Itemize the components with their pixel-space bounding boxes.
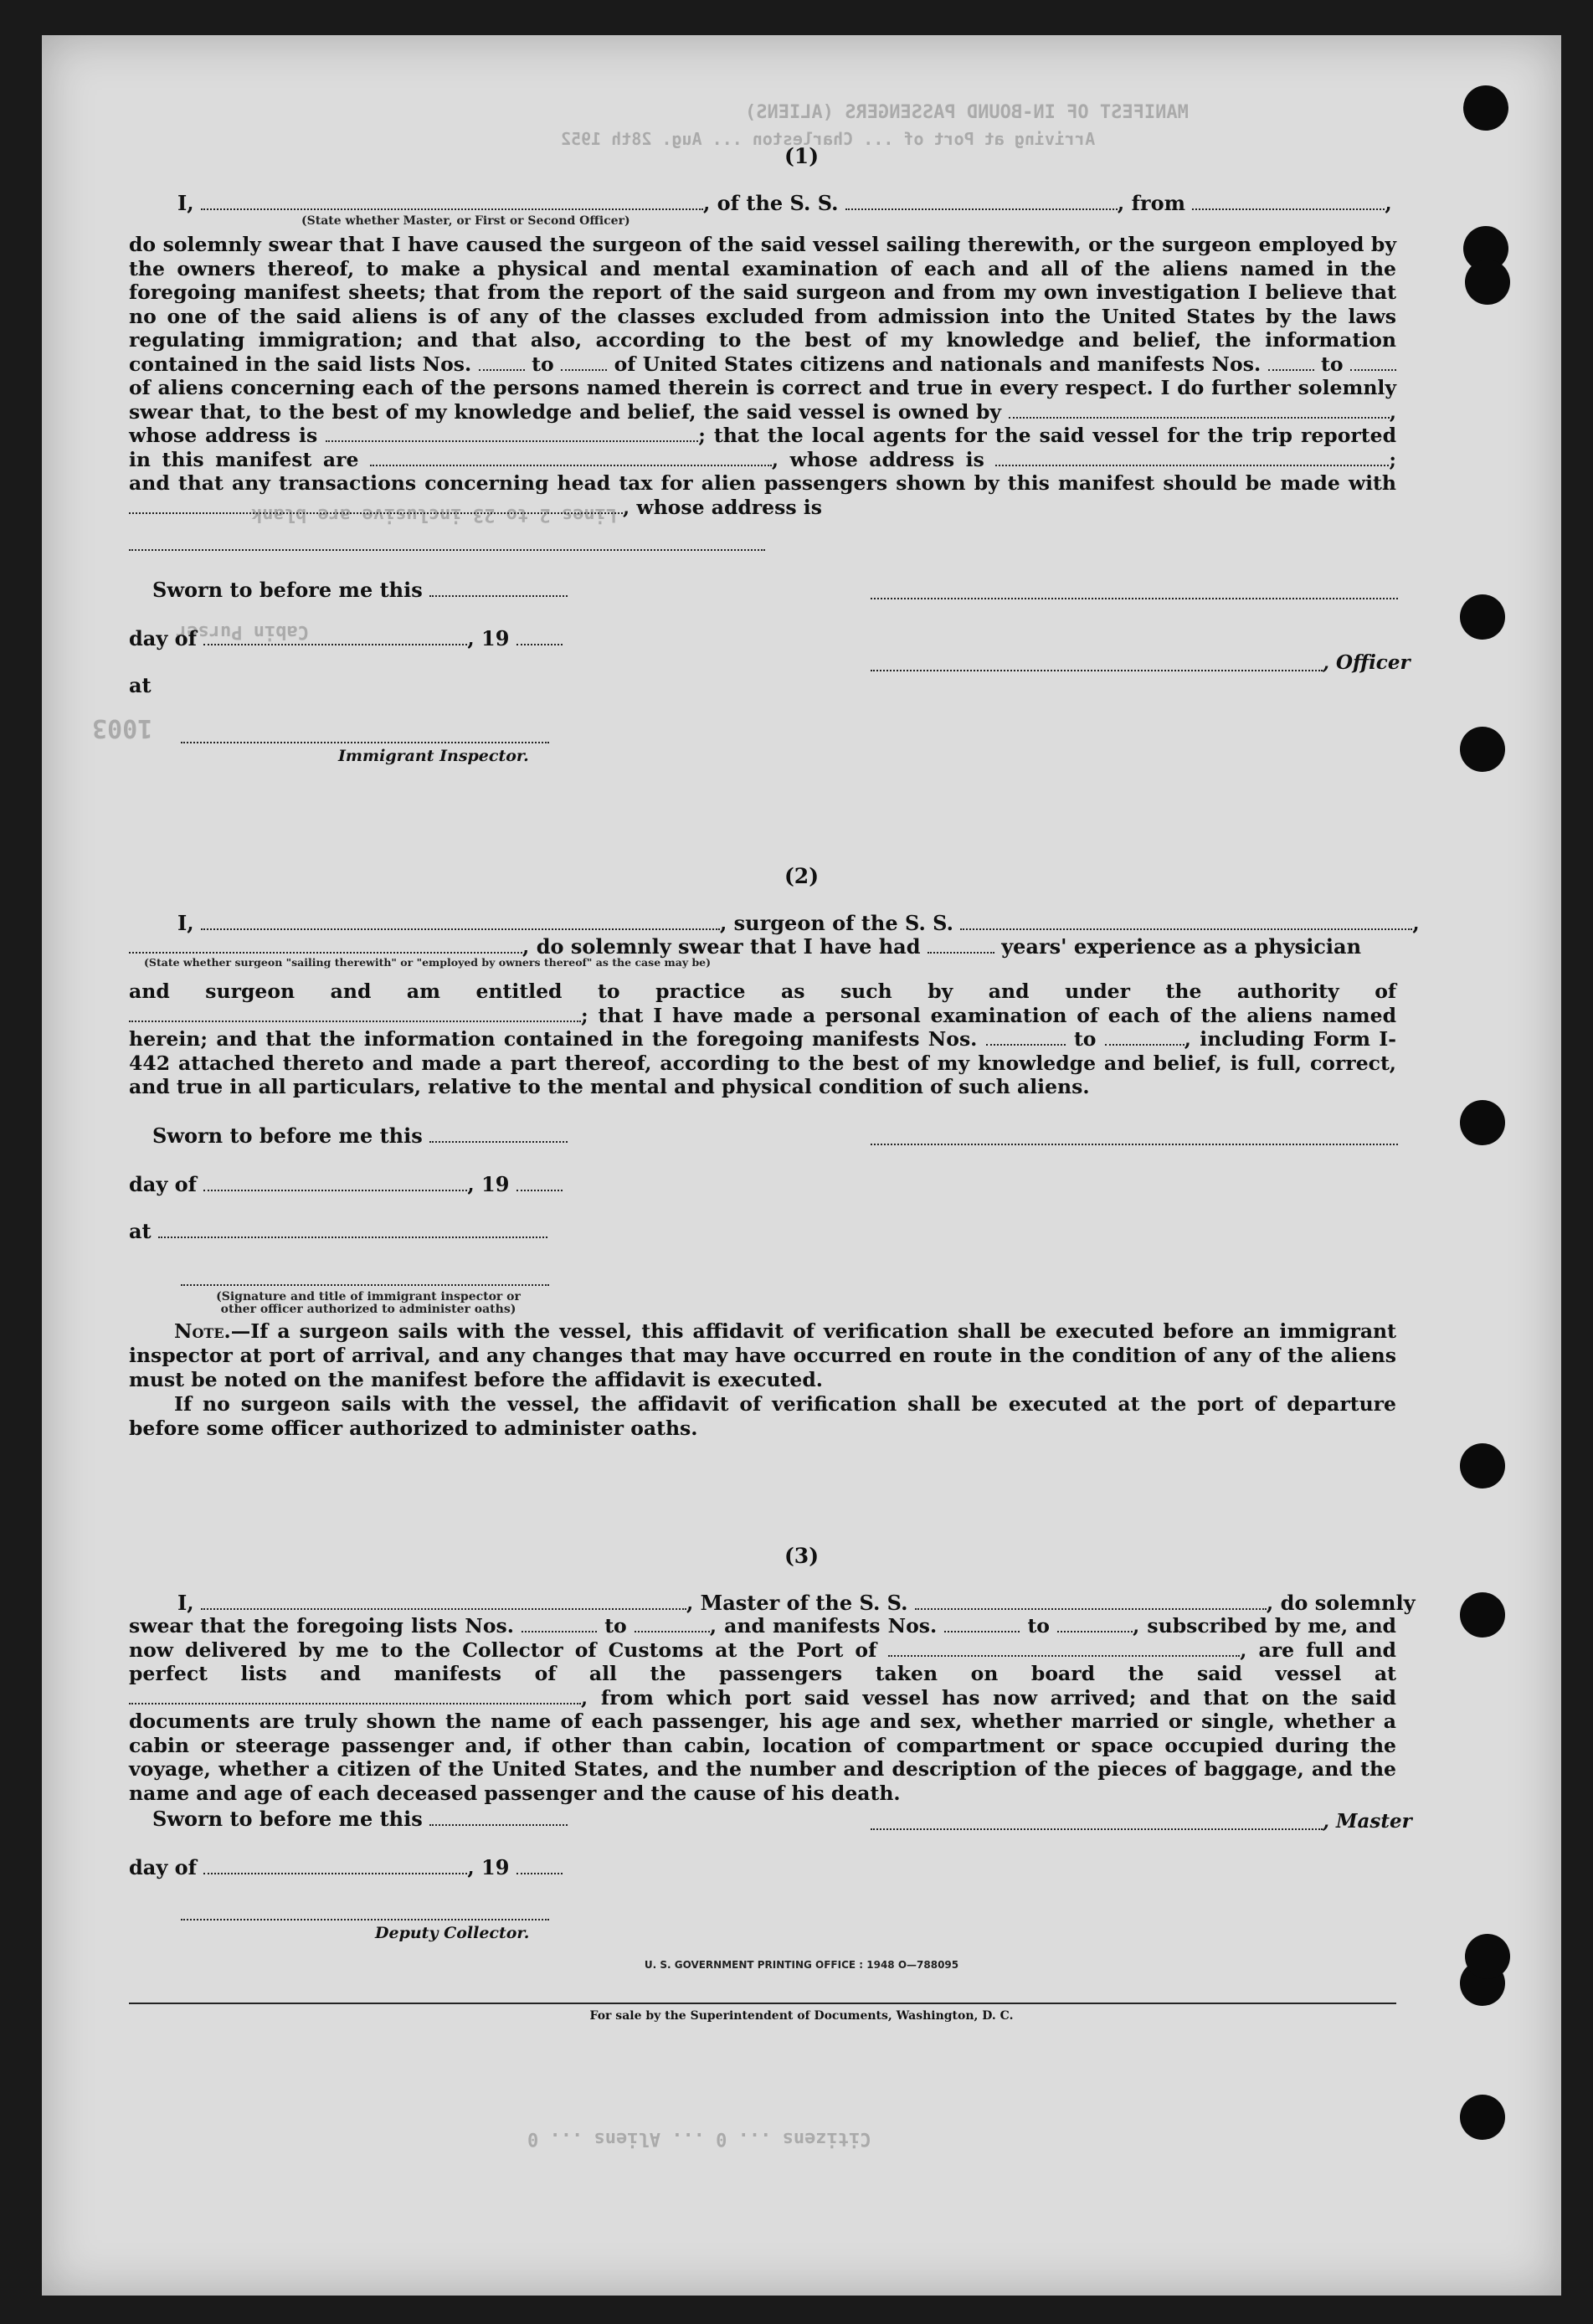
show-through-text: Cabin Purser bbox=[176, 621, 309, 642]
body-text: , do solemnly bbox=[1266, 1591, 1416, 1615]
punch-hole bbox=[1460, 594, 1505, 640]
sworn-row bbox=[152, 578, 568, 602]
year-field bbox=[516, 1858, 563, 1874]
day-field bbox=[203, 1858, 467, 1874]
surgeon-type-field bbox=[129, 937, 522, 954]
master-name-field bbox=[201, 1593, 686, 1610]
body-text: ; and that any transactions concerning head tax for alien passengers shown by this manifest should be made with bbox=[129, 447, 1397, 495]
day-row bbox=[129, 626, 563, 650]
footer-rule bbox=[129, 2003, 1396, 2004]
label-i: I, bbox=[177, 1591, 194, 1615]
body-text: of aliens concerning each of the persons named therein is correct and true in every respect. I do further solemnly swear that, to the best of my knowledge and belief, the said vessel is owned by bbox=[129, 376, 1396, 424]
body-text: , do solemnly swear that I have had bbox=[522, 934, 921, 959]
day-row bbox=[129, 1172, 563, 1196]
list-no-from-field bbox=[479, 354, 525, 371]
sworn-date-field bbox=[429, 1809, 568, 1826]
label-day-of: day of bbox=[129, 1172, 197, 1196]
punch-hole bbox=[1465, 1934, 1510, 1979]
sale-notice: For sale by the Superintendent of Documents, Washington, D. C. bbox=[589, 2009, 1014, 2023]
body-text: and surgeon and am entitled to practice as such by and under the authority of bbox=[129, 979, 1396, 1003]
label-day-of: day of bbox=[129, 1855, 197, 1879]
owner-field bbox=[1009, 402, 1390, 419]
punch-hole bbox=[1460, 1592, 1505, 1638]
vessel-name-field bbox=[915, 1593, 1267, 1610]
punch-hole bbox=[1460, 2095, 1505, 2140]
note-text: If no surgeon sails with the vessel, the affidavit of verification shall be executed at the port of departure before some officer authorized to administer oaths. bbox=[129, 1392, 1396, 1440]
officer-name-line bbox=[871, 668, 1323, 671]
punch-hole bbox=[1463, 85, 1508, 131]
surgeon-signature-line bbox=[871, 1142, 1398, 1145]
sworn-date-field bbox=[429, 580, 568, 597]
authority-field bbox=[129, 1005, 581, 1022]
body-text: , whose address is bbox=[623, 495, 822, 519]
manifest-no-to-field bbox=[1057, 1616, 1133, 1632]
officer-name-field bbox=[201, 193, 703, 210]
field-caption: (State whether surgeon "sailing therewith" or "employed by owners thereof" as the case may be) bbox=[144, 956, 712, 969]
punch-hole bbox=[1460, 727, 1505, 772]
master-signature-line bbox=[871, 1827, 1323, 1830]
label-year: , 19 bbox=[467, 1855, 510, 1879]
label-to: to bbox=[532, 352, 554, 376]
label-year: , 19 bbox=[467, 626, 510, 650]
label-year: , 19 bbox=[467, 1172, 510, 1196]
at-row bbox=[129, 1219, 547, 1243]
punct: , bbox=[1385, 191, 1392, 215]
note-text: —If a surgeon sails with the vessel, this affidavit of verification shall be executed before an immigrant inspector at port of arrival, and any changes that may have occurred en route in the condition of any of the aliens must be noted on the manifest before the affidavit is executed. bbox=[129, 1319, 1396, 1391]
body-text: , from which port said vessel has now arrived; and that on the said documents are truly shown the name of each passenger, his age and sex, whether married or single, whether a cabin or steerage passenger and, if other than cabin, location of compartment or space occupied during the voyage, whether a citizen of the United States, and the number and description of the pieces of baggage, and the name and age of each deceased passenger and the cause of his death. bbox=[129, 1685, 1396, 1805]
show-through-text: Lines 2 to 23 inclusive are blank bbox=[251, 504, 618, 525]
label-sworn: Sworn to before me this bbox=[152, 578, 423, 602]
show-through-text: MANIFEST OF IN-BOUND PASSENGERS (ALIENS) bbox=[745, 102, 1189, 123]
label-to: to bbox=[1321, 352, 1344, 376]
section3-body bbox=[129, 1614, 1396, 1805]
section1-body: do solemnly swear that I have caused the surgeon of the said vessel sailing therewith, or the surgeon employed by the owners thereof, to make a physical and mental examination of each and all of the aliens named in the foregoing manifest sheets; that from the report of the said surgeon and from my own investigation I believe that no one of the said aliens is of any of the classes excluded from admission into the United States by the laws regulating immigration; and that also, according to the best of my knowledge and belief, the information contained in the said lists Nos. to of United States citizens and nationals and manifests Nos. to of aliens concerning each of the persons named therein is correct and true in every respect. I do further solemnly swear that, to the best of my knowledge and belief, the said vessel is owned by , whose address is ; that the local agents for the said vessel for the trip reported in this manifest are , whose address is ; and that any transactions concerning head tax for alien passengers shown by this manifest should be made with , whose address is bbox=[129, 233, 1397, 519]
head-tax-party-field bbox=[129, 497, 623, 514]
body-text: , including Form I-442 attached thereto and made a part thereof, according to the best of my knowledge and belief, is full, correct, and true in all particulars, relative to the mental and physical condition of such aliens. bbox=[129, 1027, 1397, 1098]
body-text: do solemnly swear that I have caused the surgeon of the said vessel sailing therewith, or the surgeon employed by the owners thereof, to make a physical and mental examination of each and all of the aliens named in the foregoing manifest sheets; that from the report of the said surgeon and from my own investigation I believe that no one of the said aliens is of any of the classes excluded from admission into the United States by the laws regulating immigration; and that also, according to the best of my knowledge and belief, the information contained in the said lists Nos. bbox=[129, 233, 1396, 376]
label-sworn: Sworn to before me this bbox=[152, 1123, 423, 1148]
label-master-of: , Master of the S. S. bbox=[686, 1591, 908, 1615]
punch-hole bbox=[1465, 260, 1510, 305]
field-caption: (State whether Master, or First or Second Officer) bbox=[301, 214, 630, 228]
caption-line: (Signature and title of immigrant inspector or bbox=[216, 1290, 521, 1303]
label-i: I, bbox=[177, 191, 194, 215]
agents-address-field bbox=[995, 450, 1389, 466]
body-text: , subscribed by me, and now delivered by me to the Collector of Customs at the Port of bbox=[129, 1614, 1396, 1662]
body-text: ; that the local agents for the said vessel for the trip reported in this manifest are bbox=[129, 424, 1397, 471]
manifest-no-to-field bbox=[1350, 354, 1396, 371]
port-from-field bbox=[1192, 193, 1385, 210]
inspector-label: Immigrant Inspector. bbox=[338, 747, 529, 765]
caption-line: other officer authorized to administer oaths) bbox=[220, 1303, 516, 1316]
port-field bbox=[888, 1640, 1240, 1657]
officer-signature-line bbox=[871, 596, 1398, 599]
body-text: , are full and perfect lists and manifests of all the passengers taken on board the said vessel at bbox=[129, 1638, 1396, 1685]
section1-line1 bbox=[177, 191, 1392, 215]
show-through-text: Citizens ... 0 ... Aliens ... 0 bbox=[527, 2128, 871, 2149]
body-text: swear that the foregoing lists Nos. bbox=[129, 1614, 514, 1638]
officer-label: , Officer bbox=[1323, 651, 1411, 674]
body-text: , whose address is bbox=[129, 399, 1396, 447]
official-signature-line bbox=[181, 1283, 549, 1286]
section2-body: and surgeon and am entitled to practice as such by and under the authority of ; that I have made a personal examination of each of the aliens named herein; and that the information contained in the foregoing manifests Nos. to , including Form I-442 attached thereto and made a part thereof, according to the best of my knowledge and belief, is full, correct, and true in all particulars, relative to the mental and physical condition of such aliens. bbox=[129, 979, 1397, 1098]
label-sworn: Sworn to before me this bbox=[152, 1807, 423, 1831]
deputy-label: Deputy Collector. bbox=[375, 1924, 530, 1942]
vessel-name-field bbox=[845, 193, 1118, 210]
punch-hole bbox=[1460, 1443, 1505, 1488]
body-text: of United States citizens and nationals and manifests Nos. bbox=[614, 352, 1262, 376]
year-field bbox=[516, 629, 563, 645]
label-day-of: day of bbox=[129, 626, 197, 650]
section-number: (2) bbox=[784, 864, 820, 888]
document-page bbox=[42, 35, 1561, 2296]
inspector-signature-line bbox=[181, 740, 549, 743]
label-at: at bbox=[129, 1219, 152, 1243]
day-field bbox=[203, 629, 467, 645]
body-text: that I have made a personal examination of each of the aliens named herein; and that the information contained in the foregoing manifests Nos. bbox=[129, 1003, 1397, 1051]
address-line bbox=[129, 548, 765, 551]
surgeon-name-field bbox=[201, 913, 720, 930]
label-at: at bbox=[129, 673, 152, 697]
boarding-port-field bbox=[129, 1688, 581, 1704]
label-to: to bbox=[1027, 1614, 1050, 1638]
list-no-to-field bbox=[561, 354, 607, 371]
section-number: (3) bbox=[784, 1544, 820, 1568]
manifest-no-from-field bbox=[1268, 354, 1314, 371]
day-row bbox=[129, 1855, 563, 1879]
label-of-ss: , of the S. S. bbox=[702, 191, 839, 215]
vessel-name-field bbox=[960, 913, 1412, 930]
section2-line1: I, , surgeon of the S. S. , bbox=[177, 911, 1420, 935]
years-field bbox=[928, 937, 994, 954]
list-no-from-field bbox=[522, 1616, 597, 1632]
show-through-text: Arriving at Port of ... Charleston ... Aug. 28th 1952 bbox=[561, 129, 1096, 149]
label-to: to bbox=[1073, 1027, 1097, 1051]
label-from: , from bbox=[1117, 191, 1185, 215]
manifest-no-from-field bbox=[944, 1616, 1020, 1632]
body-text: whose address is bbox=[789, 447, 984, 471]
section2-line2 bbox=[129, 934, 1361, 959]
printing-office-line: U. S. GOVERNMENT PRINTING OFFICE : 1948 O—788095 bbox=[644, 1959, 959, 1971]
show-through-text: 1003 bbox=[92, 713, 153, 743]
note-label: Note. bbox=[174, 1319, 231, 1343]
deputy-signature-line bbox=[181, 1917, 549, 1920]
label-to: to bbox=[604, 1614, 627, 1638]
section-number: (1) bbox=[784, 144, 820, 168]
body-text: , and manifests Nos. bbox=[709, 1614, 938, 1638]
at-row bbox=[129, 673, 152, 697]
sworn-row bbox=[152, 1123, 568, 1148]
punch-hole bbox=[1460, 1100, 1505, 1145]
day-field bbox=[203, 1175, 467, 1191]
at-field bbox=[158, 1221, 547, 1238]
agents-field bbox=[370, 450, 772, 466]
manifest-no-from-field bbox=[986, 1029, 1066, 1046]
master-label: , Master bbox=[1323, 1810, 1412, 1833]
sworn-date-field bbox=[429, 1126, 568, 1143]
label-i: I, bbox=[177, 911, 194, 935]
body-text: years' experience as a physician bbox=[1001, 934, 1362, 959]
section3-line1 bbox=[177, 1591, 1416, 1615]
list-no-to-field bbox=[635, 1616, 710, 1632]
signature-caption bbox=[209, 1291, 527, 1316]
owner-address-field bbox=[326, 425, 698, 442]
label-surgeon-of: , surgeon of the S. S. bbox=[719, 911, 953, 935]
note-block bbox=[129, 1319, 1396, 1441]
manifest-no-to-field bbox=[1105, 1029, 1184, 1046]
year-field bbox=[516, 1175, 563, 1191]
sworn-row bbox=[152, 1807, 568, 1831]
